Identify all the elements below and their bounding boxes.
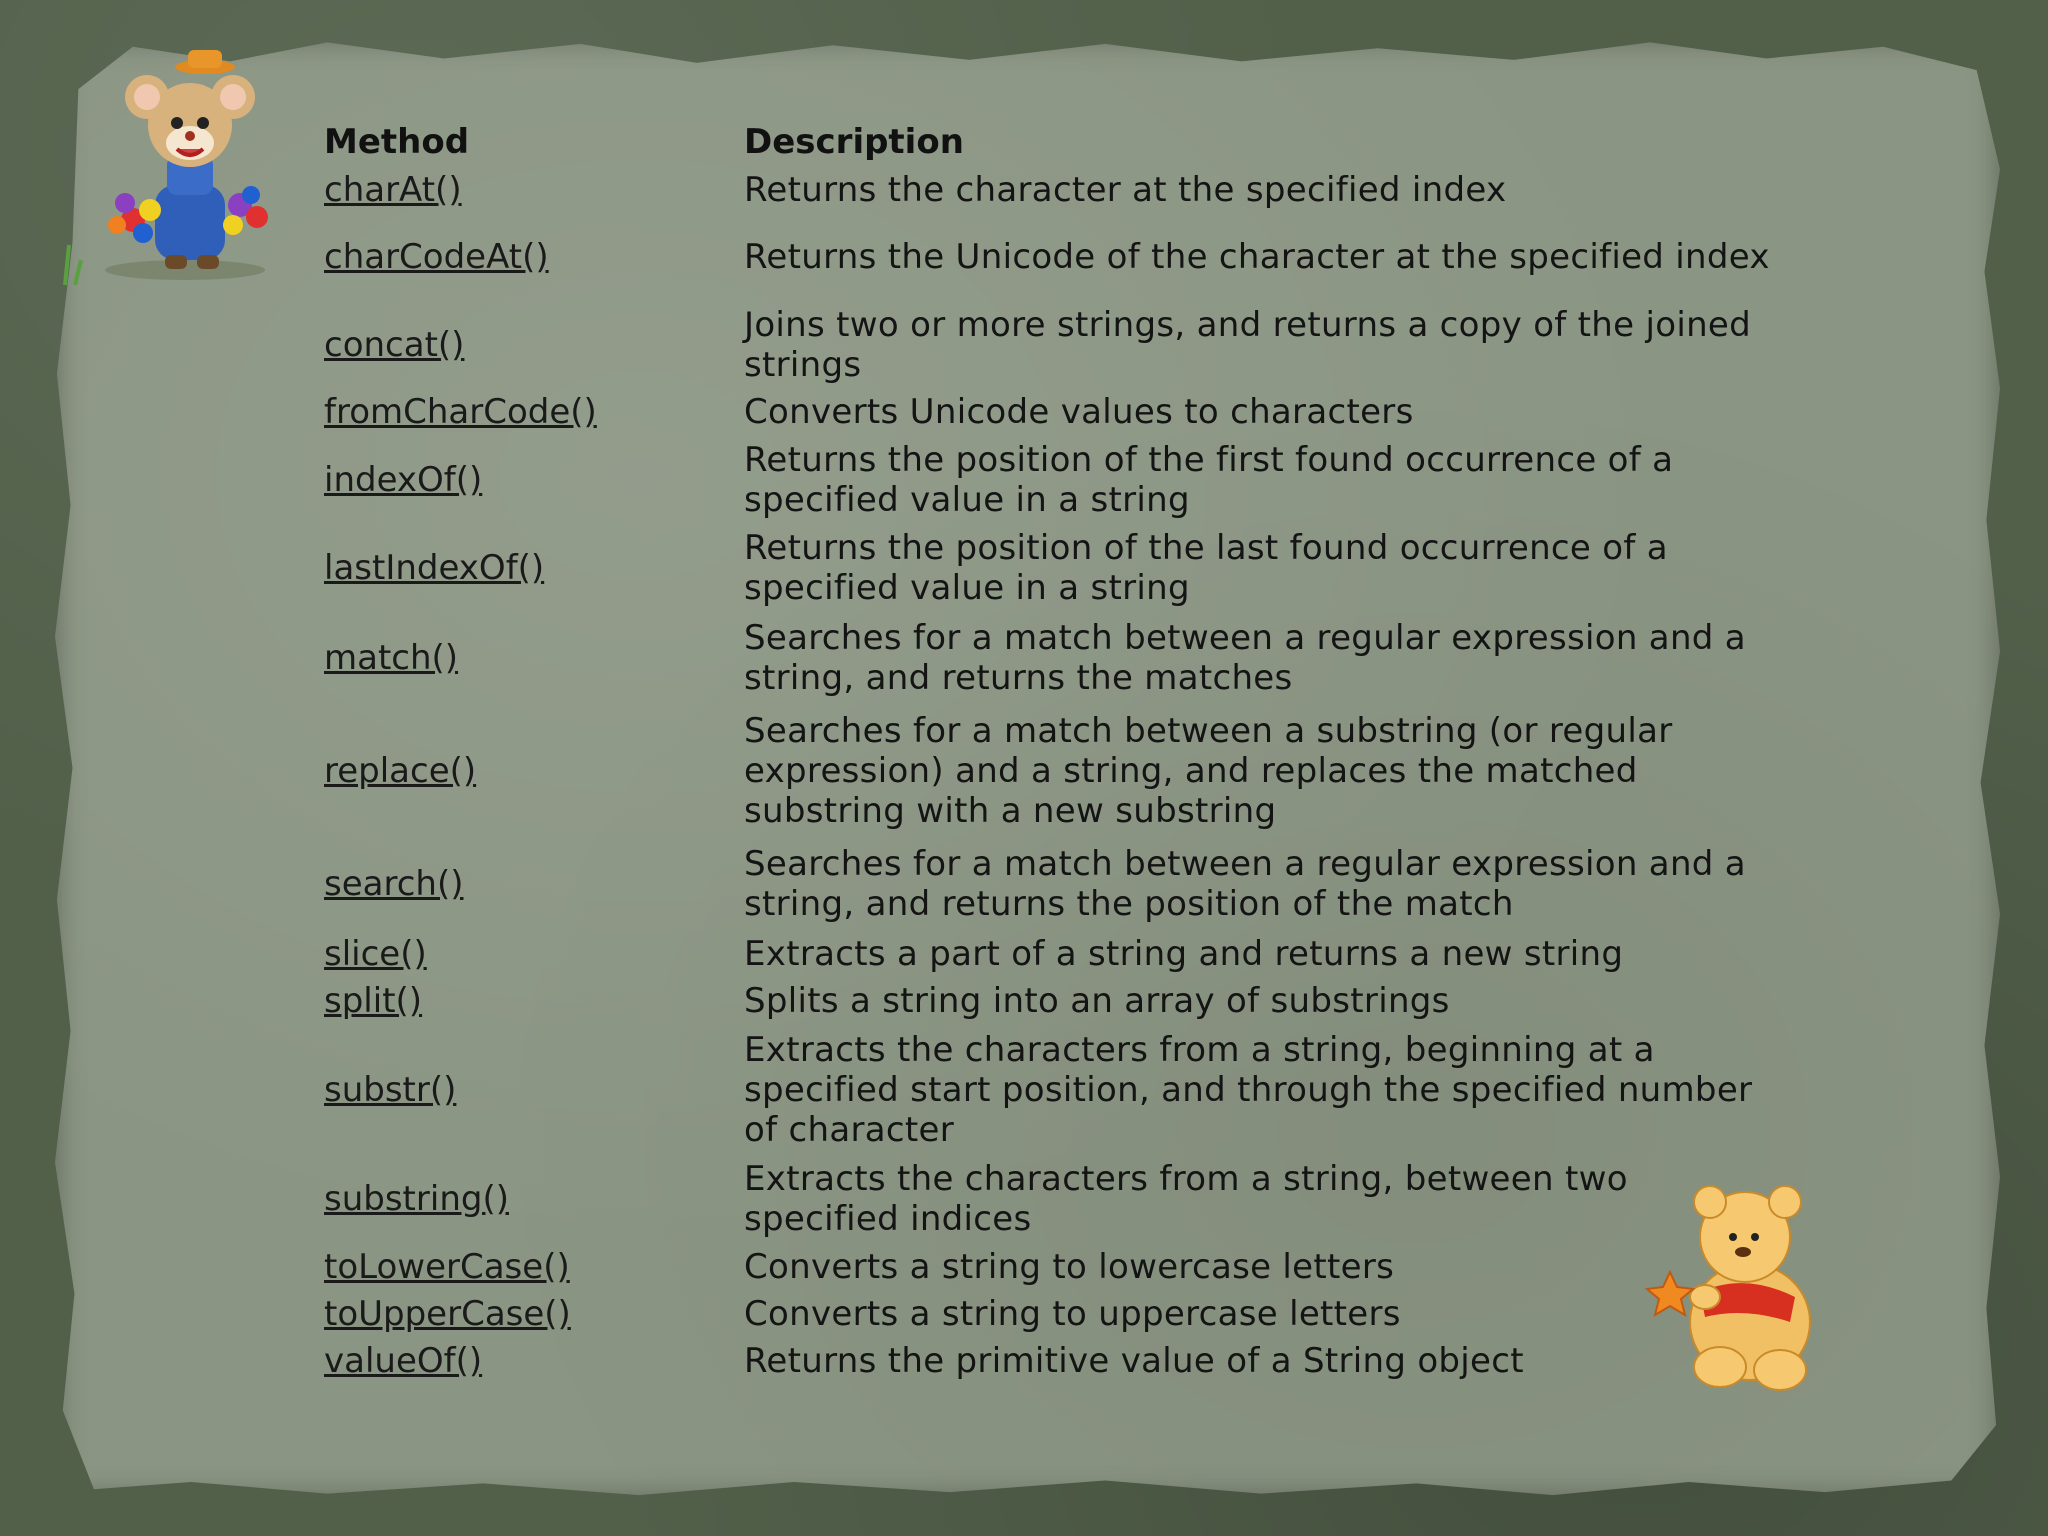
method-description: Extracts a part of a string and returns a new string <box>744 934 1624 974</box>
method-link-split[interactable]: split() <box>324 981 423 1021</box>
method-description: Converts Unicode values to characters <box>744 392 1414 432</box>
method-link-substr[interactable]: substr() <box>324 1070 457 1110</box>
method-description: Searches for a match between a regular expression and a string, and returns the position of the match <box>744 844 1746 924</box>
table-row <box>324 170 1774 210</box>
method-description: Returns the Unicode of the character at the specified index <box>744 237 1770 277</box>
method-description: Converts a string to uppercase letters <box>744 1294 1401 1334</box>
method-link-concat[interactable]: concat() <box>324 325 465 365</box>
method-link-match[interactable]: match() <box>324 638 459 678</box>
table-row <box>324 981 1774 1021</box>
method-description: Returns the position of the last found occurrence of a specified value in a string <box>744 528 1668 608</box>
table-row <box>324 305 1774 385</box>
table-row <box>324 934 1774 974</box>
method-description: Returns the character at the specified index <box>744 170 1507 210</box>
method-description: Returns the position of the first found occurrence of a specified value in a string <box>744 440 1674 520</box>
description-column-header: Description <box>744 122 964 162</box>
method-link-fromcharcode[interactable]: fromCharCode() <box>324 392 597 432</box>
table-row <box>324 440 1774 520</box>
mouse-with-flowers-icon <box>55 45 305 285</box>
method-description: Searches for a match between a regular expression and a string, and returns the matches <box>744 618 1746 698</box>
table-row <box>324 844 1774 924</box>
method-link-lastindexof[interactable]: lastIndexOf() <box>324 548 545 588</box>
table-row <box>324 392 1774 432</box>
method-description: Searches for a match between a substring (or regular expression) and a string, and replaces the matched substring with a new substring <box>744 711 1673 831</box>
method-description: Extracts the characters from a string, beginning at a specified start position, and through the specified number of character <box>744 1030 1753 1150</box>
method-column-header: Method <box>324 122 470 162</box>
method-link-touppercase[interactable]: toUpperCase() <box>324 1294 571 1334</box>
method-description: Splits a string into an array of substrings <box>744 981 1450 1021</box>
method-link-tolowercase[interactable]: toLowerCase() <box>324 1247 570 1287</box>
method-link-charcodeat[interactable]: charCodeAt() <box>324 237 549 277</box>
method-link-charat[interactable]: charAt() <box>324 170 462 210</box>
method-link-replace[interactable]: replace() <box>324 751 477 791</box>
method-description: Returns the primitive value of a String object <box>744 1341 1524 1381</box>
table-row <box>324 1247 1774 1287</box>
method-link-substring[interactable]: substring() <box>324 1179 509 1219</box>
table-row <box>324 1159 1774 1239</box>
method-link-indexof[interactable]: indexOf() <box>324 460 483 500</box>
table-row <box>324 1030 1774 1150</box>
method-link-search[interactable]: search() <box>324 864 464 904</box>
method-link-valueof[interactable]: valueOf() <box>324 1341 483 1381</box>
table-row <box>324 1341 1774 1381</box>
table-row <box>324 711 1774 831</box>
table-row <box>324 618 1774 698</box>
method-description: Joins two or more strings, and returns a copy of the joined strings <box>744 305 1752 385</box>
method-description: Extracts the characters from a string, between two specified indices <box>744 1159 1628 1239</box>
table-row <box>324 1294 1774 1334</box>
table-row <box>324 237 1774 277</box>
method-link-slice[interactable]: slice() <box>324 934 427 974</box>
table-row <box>324 528 1774 608</box>
method-description: Converts a string to lowercase letters <box>744 1247 1395 1287</box>
